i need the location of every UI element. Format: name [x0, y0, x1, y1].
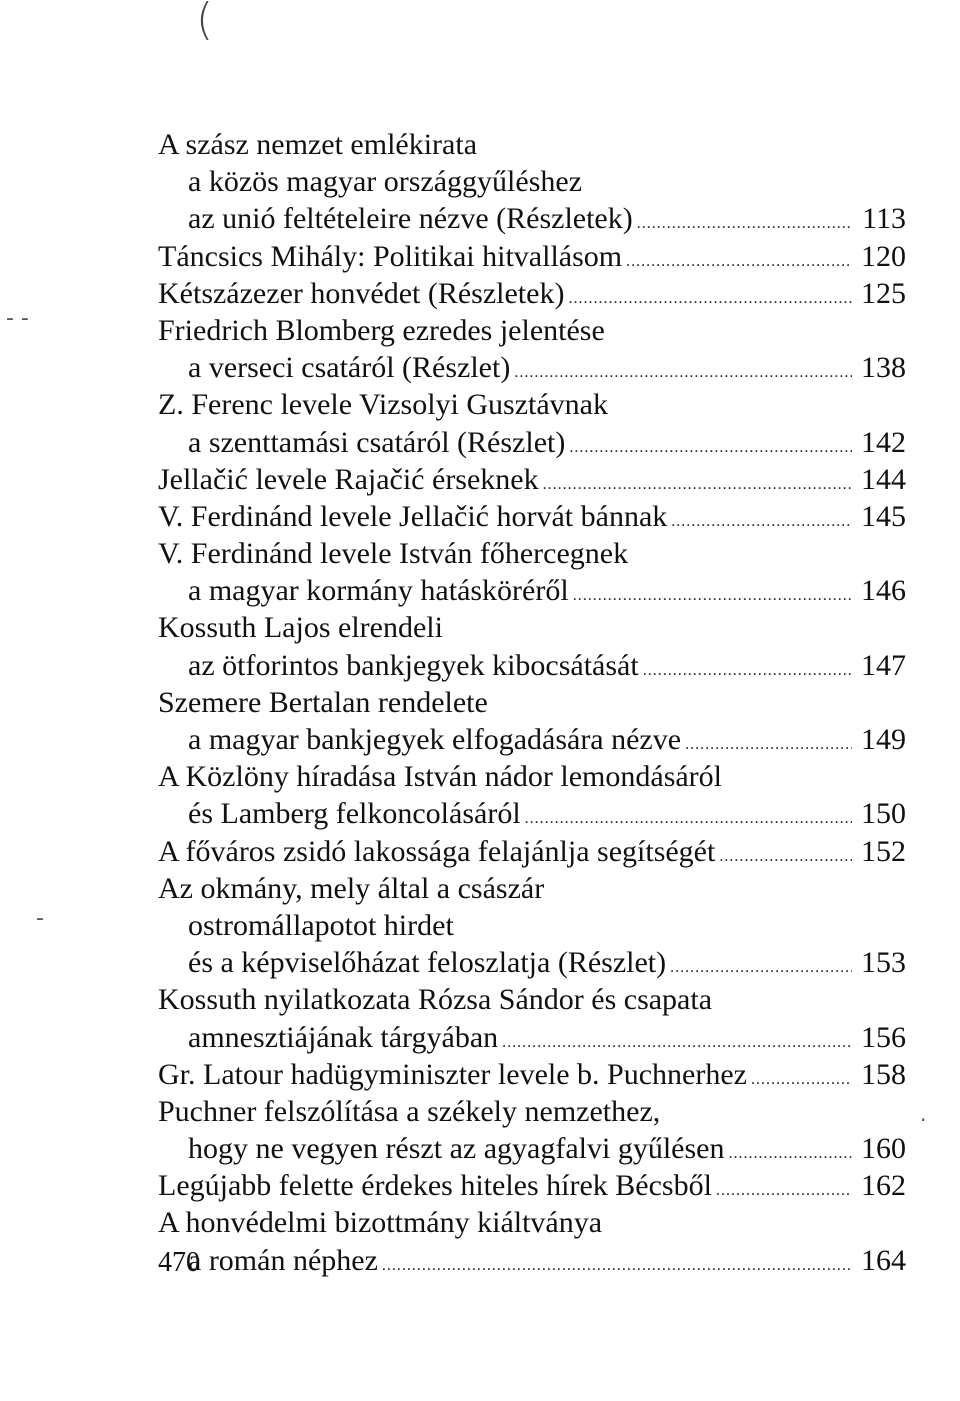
toc-entry-title: a román néphez — [188, 1243, 378, 1277]
toc-entry — [158, 535, 906, 572]
toc-entry-title: a szenttamási csatáról (Részlet) — [188, 425, 566, 459]
toc-entry-title: Jellačić levele Rajačić érseknek — [158, 462, 539, 496]
toc-entry-page: 145 — [861, 499, 906, 533]
toc-entry-title: V. Ferdinánd levele István főhercegnek — [158, 537, 629, 571]
toc-entry-page: 125 — [861, 276, 906, 310]
toc-entry-page: 146 — [861, 574, 906, 608]
dot-leader — [626, 243, 852, 280]
toc-entry-title: Az okmány, mely által a császár — [158, 871, 545, 905]
toc-entry-title: A Közlöny híradása István nádor lemondásáról — [158, 760, 723, 794]
dot-leader — [751, 1061, 852, 1098]
toc-entry-title: Friedrich Blomberg ezredes jelentése — [158, 313, 605, 347]
dot-leader — [719, 838, 852, 875]
toc-entry-title: Kossuth Lajos elrendeli — [158, 611, 443, 645]
toc-entry-title: a magyar bankjegyek elfogadására nézve — [188, 723, 682, 756]
toc-entry-title: A honvédelmi bizottmány kiáltványa — [158, 1206, 603, 1240]
toc-entry-title: Táncsics Mihály: Politikai hitvallásom — [158, 239, 623, 273]
dot-leader — [716, 1172, 852, 1209]
toc-entry-title: és a képviselőházat feloszlatja (Részlet) — [188, 946, 667, 980]
toc-entry — [158, 349, 906, 386]
toc-entry-page: 152 — [861, 834, 906, 868]
toc-entry-title: Kétszázezer honvédet (Részletek) — [158, 276, 565, 310]
toc-entry-page: 113 — [862, 202, 906, 236]
toc-entry — [158, 572, 906, 609]
toc-entry-page: 158 — [861, 1057, 906, 1091]
toc-entry-title: V. Ferdinánd levele Jellačić horvát bánnak — [158, 499, 668, 533]
toc-entry-title: Puchner felszólítása a székely nemzethez, — [158, 1094, 661, 1128]
dot-leader — [643, 652, 852, 689]
toc-entry — [158, 498, 906, 535]
toc-entry-title: és Lamberg felkoncolásáról — [188, 797, 521, 831]
toc-entry — [158, 1093, 906, 1130]
toc-entry — [158, 684, 906, 721]
toc-entry-title: hogy ne vegyen részt az agyagfalvi gyűlésen — [188, 1132, 725, 1166]
dot-leader — [671, 503, 852, 540]
margin-dash-mark-lower: - — [36, 906, 44, 931]
toc-entry — [158, 870, 906, 907]
toc-entry-title: Gr. Latour hadügyminiszter levele b. Puchnerhez — [158, 1057, 747, 1091]
toc-entry-title: ostromállapotot hirdet — [188, 908, 454, 942]
toc-entry — [158, 609, 906, 646]
toc-entry — [158, 163, 906, 200]
toc-entry — [158, 1242, 906, 1279]
toc-entry — [158, 238, 906, 275]
toc-entry-title: Szemere Bertalan rendelete — [158, 685, 488, 719]
toc-entry — [158, 424, 906, 461]
toc-entry — [158, 833, 906, 870]
dot-leader — [569, 429, 852, 466]
toc-entry-title: az ötforintos bankjegyek kibocsátását — [188, 648, 639, 682]
table-of-contents — [158, 126, 906, 1279]
toc-entry-page: 153 — [861, 946, 906, 980]
toc-entry — [158, 907, 906, 944]
toc-entry — [158, 1019, 906, 1056]
toc-entry-title: amnesztiájának tárgyában — [188, 1020, 499, 1054]
toc-entry — [158, 1056, 906, 1093]
toc-entry-page: 160 — [861, 1132, 906, 1166]
toc-entry-page: 149 — [861, 723, 906, 756]
toc-entry-page: 156 — [861, 1020, 906, 1054]
toc-entry-title: Kossuth nyilatkozata Rózsa Sándor és csapata — [158, 983, 713, 1017]
toc-entry-page: 144 — [861, 462, 906, 496]
page-number: 470 — [158, 1247, 200, 1278]
toc-entry — [158, 758, 906, 795]
toc-entry — [158, 200, 906, 237]
toc-entry-title: a verseci csatáról (Részlet) — [188, 351, 511, 385]
toc-entry-title: a magyar kormány hatásköréről — [188, 574, 569, 608]
toc-entry — [158, 275, 906, 312]
toc-entry — [158, 386, 906, 423]
stray-paren-mark: ( — [196, 0, 214, 45]
dot-leader — [728, 1135, 852, 1172]
toc-entry-page: 138 — [861, 351, 906, 385]
toc-entry — [158, 1130, 906, 1167]
toc-entry-title: A főváros zsidó lakossága felajánlja segítségét — [158, 834, 716, 868]
toc-entry-page: 120 — [861, 239, 906, 273]
toc-entry-page: 142 — [861, 425, 906, 459]
toc-entry — [158, 721, 906, 758]
toc-entry — [158, 1204, 906, 1241]
toc-entry — [158, 126, 906, 163]
toc-entry-title: Z. Ferenc levele Vizsolyi Gusztávnak — [158, 388, 608, 422]
toc-entry — [158, 795, 906, 832]
toc-entry — [158, 647, 906, 684]
toc-entry — [158, 461, 906, 498]
toc-entry — [158, 1167, 906, 1204]
toc-entry-page: 162 — [861, 1169, 906, 1203]
toc-entry — [158, 312, 906, 349]
toc-entry-page: 147 — [861, 648, 906, 682]
margin-dash-mark: - - — [6, 306, 29, 331]
toc-entry — [158, 944, 906, 981]
margin-dot-mark: · — [920, 1108, 927, 1132]
toc-entry-page: 164 — [861, 1243, 906, 1277]
dot-leader — [382, 1247, 852, 1284]
dot-leader — [568, 280, 852, 317]
toc-entry-title: A szász nemzet emlékirata — [158, 128, 478, 161]
toc-entry-title: a közös magyar országgyűléshez — [188, 165, 583, 199]
toc-entry — [158, 981, 906, 1018]
toc-entry-page: 150 — [861, 797, 906, 831]
dot-leader — [573, 577, 852, 614]
toc-entry-title: Legújabb felette érdekes hiteles hírek Bécsből — [158, 1169, 712, 1203]
dot-leader — [637, 205, 852, 242]
toc-entry-title: az unió feltételeire nézve (Részletek) — [188, 202, 633, 236]
